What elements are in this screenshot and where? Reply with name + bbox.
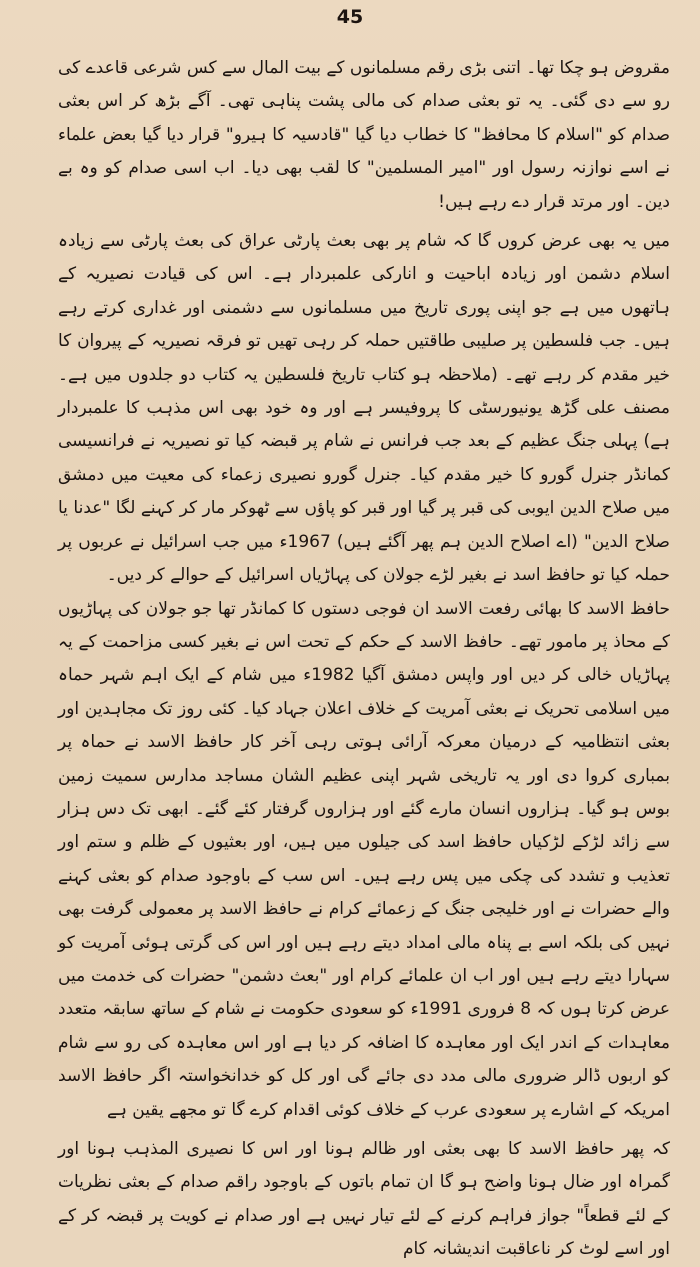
paragraph-4: کہ پھر حافظ الاسد کا بھی بعثی اور ظالم ہونا اور اس کا نصیری المذہب ہونا اور گمراہ اور ضال ہونا واضح ہو گا ان تمام باتوں کے باوجود راقم صدام کے بعثی نظریات کے لئے قطعاً" جواز فراہم کرنے کے لئے تیار نہیں ہے اور صدام نے کویت پر قبضہ کر کے اور اسے لوٹ کر ناعاقبت اندیشانہ کام [58, 1139, 670, 1260]
page-number: 45 [336, 6, 364, 28]
page-body-text [58, 52, 671, 1260]
paragraph-1: مقروض ہو چکا تھا۔ اتنی بڑی رقم مسلمانوں کے بیت المال سے کس شرعی قاعدے کی رو سے دی گئی۔ یہ تو بعثی صدام کی مالی پشت پناہی تھی۔ آگے بڑھ کر اس بعثی صدام کو "اسلام کا محافظ" کا خطاب دیا گیا "قادسیہ کا ہیرو" قرار دیا گیا بعض علماء نے اسے نوازنہ رسول اور "امیر المسلمین" کا لقب بھی دیا۔ اب اسی صدام کو وہ بے دین۔ اور مرتد قرار دے رہے ہیں! [58, 58, 670, 212]
paragraph-2: میں یہ بھی عرض کروں گا کہ شام پر بھی بعث پارٹی عراق کی بعث پارٹی سے زیادہ اسلام دشمن اور زیادہ اباحیت و انارکی علمبردار ہے۔ اس کی قیادت نصیریہ کے ہاتھوں میں ہے جو اپنی پوری تاریخ میں مسلمانوں سے دشمنی اور غداری کرتے رہے ہیں۔ جب فلسطین پر صلیبی طاقتیں حملہ کر رہی تھیں تو فرقہ نصیریہ کے پیروان کا خیر مقدم کر رہے تھے۔ (ملاحظہ ہو کتاب تاریخ فلسطین یہ کتاب دو جلدوں میں ہے۔ مصنف علی گڑھ یونیورسٹی کا پروفیسر ہے اور وہ خود بھی اس مذہب کا علمبردار ہے) پہلی جنگ عظیم کے بعد جب فرانس نے شام پر قبضہ کیا تو نصیریہ نے فرانسیسی کمانڈر جنرل گورو کا خیر مقدم کیا۔ جنرل گورو نصیری زعماء کی معیت میں دمشق میں صلاح الدین ایوبی کی قبر پر گیا اور قبر کو پاؤں سے ٹھوکر مار کر کہنے لگا "عدنا یا صلاح الدین" (اے اصلاح الدین ہم پھر آگئے ہیں) 1967ء میں جب اسرائیل نے عربوں پر حملہ کیا تو حافظ اسد نے بغیر لڑے جولان کی پہاڑیاں اسرائیل کے حوالے کر دیں۔ [58, 231, 670, 586]
paragraph-3: حافظ الاسد کا بھائی رفعت الاسد ان فوجی دستوں کا کمانڈر تھا جو جولان کی پہاڑیوں کے محاذ پر مامور تھے۔ حافظ الاسد کے حکم کے تحت اس نے بغیر کسی مزاحمت کے یہ پہاڑیاں خالی کر دیں اور واپس دمشق آگیا 1982ء میں شام کے ایک اہم شہر حماہ میں اسلامی تحریک نے بعثی آمریت کے خلاف اعلان جہاد کیا۔ کئی روز تک مجاہدین اور بعثی انتظامیہ کے درمیان معرکہ آرائی ہوتی رہی آخر کار حافظ الاسد نے حماہ پر بمباری کروا دی اور یہ تاریخی شہر اپنی عظیم الشان مساجد مدارس سمیت زمین بوس ہو گیا۔ ہزاروں انسان مارے گئے اور ہزاروں گرفتار کئے گئے۔ ابھی تک دس ہزار سے زائد لڑکے لڑکیاں حافظ اسد کی جیلوں میں ہیں، اور بعثیوں کے ظلم و ستم اور تعذیب و تشدد کی چکی میں پس رہے ہیں۔ اس سب کے باوجود صدام کو بعثی کہنے والے حضرات نے اور خلیجی جنگ کے زعمائے کرام نے حافظ الاسد پر معمولی گرفت بھی نہیں کی بلکہ اسے بے پناہ مالی امداد دیتے رہے ہیں اور اس کی گرتی ہوئی آمریت کو سہارا دیتے رہے ہیں اور اب ان علمائے کرام اور "بعث دشمن" حضرات کی خدمت میں عرض کرتا ہوں کہ 8 فروری 1991ء کو سعودی حکومت نے شام کے ساتھ سابقہ متعدد معاہدات کے اندر ایک اور معاہدہ کا اضافہ کر دیا ہے اور اس معاہدہ کی رو سے شام کو اربوں ڈالر ضروری مالی مدد دی جائے گی اور کل کو خدانخواستہ اگر حافظ الاسد امریکہ کے اشارے پر سعودی عرب کے خلاف کوئی اقدام کرے گا تو مجھے یقین ہے [58, 598, 671, 1120]
